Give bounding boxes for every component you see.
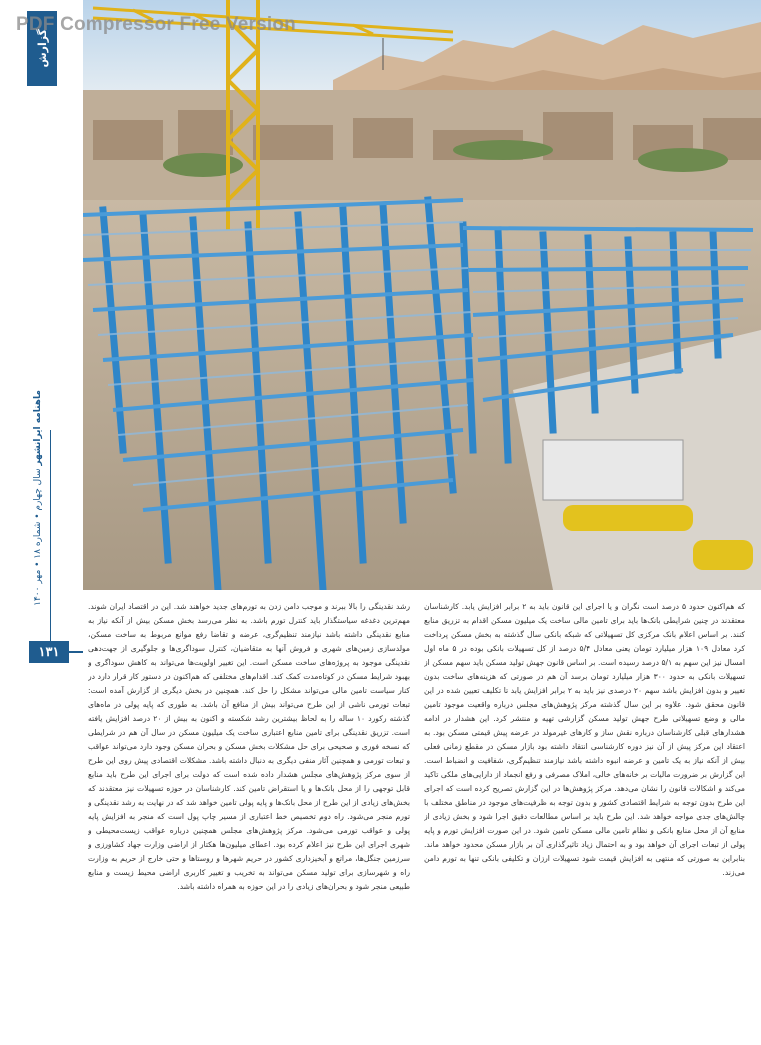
- section-tab-label: گزارش: [35, 29, 49, 68]
- journal-info: [31, 390, 45, 606]
- article-column-right: که هم‌اکنون حدود ۵ درصد است نگران و یا اجرای این قانون باید به ۲ برابر افزایش یابد. کارشناسان معتقدند در چنین شرایطی بانک‌ها باید برای تامین مالی ساخت یک میلیون مسکن اقدام به تزریق منابع کنند. بر اساس اعلام بانک مرکزی کل تسهیلاتی که شبکه بانکی سال گذشته به بخش مسکن پرداخت کرد معادل ۱۰۹ هزار میلیارد تومان یعنی معادل ۵/۴ درصد از کل تسهیلات بانکی بوده در ۵ ماه اول امسال نیز این سهم به ۵/۱ درصد رسیده است. بر اساس قانون جهش تولید مسکن باید سهم مسکن از تسهیلات بانکی به حدود ۳۰۰ هزار میلیارد تومان برسد آن هم در صورتی که هزینه‌های ساخت بدون تغییر و بدون افزایش باشد سهم ۲۰ درصدی نیز باید به ۲ برابر افزایش یابد تا تکلیف تعیین شده در این قانون محقق شود. علاوه بر این سال گذشته مرکز پژوهش‌های مجلس درباره واقعیت موجود تامین مالی و وضع تسهیلاتی طرح جهش تولید مسکن گزارشی تهیه و منتشر کرد. این هشدار در ادامه هشدارهای قبلی کارشناسان درباره نقش ساز و کارهای غیرمولد در عرضه پیش قیمتی مسکن بود. به اعتقاد این مرکز پیش از آن نیز دوره کارشناسی انتقاد داشته بود بازار مسکن در مقطع زمانی فعلی بیش از آنکه نیاز به یک تامین و عرضه انبوه داشته باشد نیازمند تنظیم‌گری، شفافیت و انضباط است. این گزارش بر ضرورت مالیات بر خانه‌های خالی، املاک مصرفی و رفع انجماد از دارایی‌های ملکی تاکید می‌کند و اشکالات قانون را نشان می‌دهد. مرکز پژوهش‌ها در این گزارش تصریح کرده است که اجرای این طرح بدون توجه به شرایط اقتصادی کشور و بدون توجه به ظرفیت‌های موجود در مناطق مختلف با چالش‌های جدی مواجه خواهد شد. این طرح باید بر اساس مطالعات دقیق اجرا شود و بخش زیادی از منابع آن از محل منابع بانکی و نظام تامین مالی مسکن تامین شود. در این صورت افزایش تورم و پایه پولی از تبعات اجرای آن خواهد بود و به احتمال زیاد تاثیرگذاری آن بر بازار مسکن محدود خواهد ماند. بنابراین به صورتی که منتهی به افزایش قیمت شود تسهیلات ارزان و تکلیفی بانکی تنها به تورم دامن می‌زند.: [424, 602, 745, 877]
- article-column-left: رشد نقدینگی را بالا ببرند و موجب دامن زدن به تورم‌های جدید خواهند شد. این در اقتصاد ایران شوند. مهم‌ترین دغدغه سیاستگذار باید کنترل تورم باشد. به نظر می‌رسد بخش مسکن بیش از آنکه نیاز به منابع نقدینگی داشته باشد نیازمند تنظیم‌گری، عرضه و تقاضا رفع موانع مربوط به ساخت مسکن، مولدسازی زمین‌های شهری و فروش آنها به متقاضیان، کنترل سوداگری‌ها و جلوگیری از جهت‌دهی نقدینگی موجود به پروژه‌های ساخت مسکن است. این تغییر اولویت‌ها می‌تواند به کاهش سوداگری و بهبود شرایط مسکن در کوتاه‌مدت کمک کند. اقدام‌های مختلفی که هم‌اکنون در دستور کار قرار دارد در کنار سیاست تامین مالی می‌تواند مشکل را حل کند. همچنین در بخش دیگری از گزارش آمده است: تبعات تورمی ناشی از این طرح می‌تواند بیش از منافع آن باشد. به طوری که پایه پولی در ماه‌های گذشته رکورد ۱۰ ساله را به لحاظ بیشترین رشد شکسته و اکنون به بیش از ۲۰ درصد افزایش یافته است. تزریق نقدینگی برای تامین منابع اعتباری ساخت یک میلیون مسکن در سال آن هم در شرایطی که نسخه فوری و صحیحی برای حل مشکلات بخش مسکن و بحران مسکن وجود دارد می‌تواند عواقب و تبعات تورمی و همچنین آثار منفی دیگری به دنبال داشته باشد. مشکلات اقتصادی پیش روی این طرح از سوی مرکز پژوهش‌های مجلس هشدار داده شده است که دولت برای اجرای این طرح باید منابع قابل توجهی را از محل بانک‌ها و یا استقراض تامین کند. کارشناسان در حوزه تسهیلات نیز معتقدند که بخش‌های زیادی از این طرح از محل بانک‌ها و پایه پولی تامین خواهد شد که در نهایت به رشد نقدینگی و تورم منجر می‌شود. راه دوم تخصیص خط اعتباری از مسیر چاپ پول است که منجر به افزایش پایه پولی و عواقب تورمی می‌شود. مرکز پژوهش‌های مجلس همچنین درباره عواقب زیست‌محیطی و شهری اجرای این طرح نیز اعلام کرده بود. اعطای میلیون‌ها هکتار از اراضی وزارت جهاد کشاورزی و سرزمین جنگل‌ها، مراتع و آبخیزداری کشور در حریم شهرها و روستاها و حتی خارج از حریم به وزارت راه و شهرسازی برای تولید مسکن می‌تواند به تخریب و تغییر کاربری اراضی محیط زیست و منابع طبیعی منجر شود و بحران‌های زیادی را در این حوزه به همراه داشته باشد.: [88, 602, 410, 891]
- page-number: ۱۳۱: [29, 641, 69, 663]
- construction-site-photo: [83, 0, 761, 590]
- journal-name: ماهنامه ایرانشهر: [33, 390, 43, 466]
- page-number-rule: [69, 651, 83, 653]
- pdf-compressor-watermark: PDF Compressor Free Version: [16, 14, 296, 35]
- journal-issue: سال چهارم • شماره ۱۸ • مهر ۱۴۰۰: [33, 468, 43, 606]
- side-rule: [50, 430, 51, 645]
